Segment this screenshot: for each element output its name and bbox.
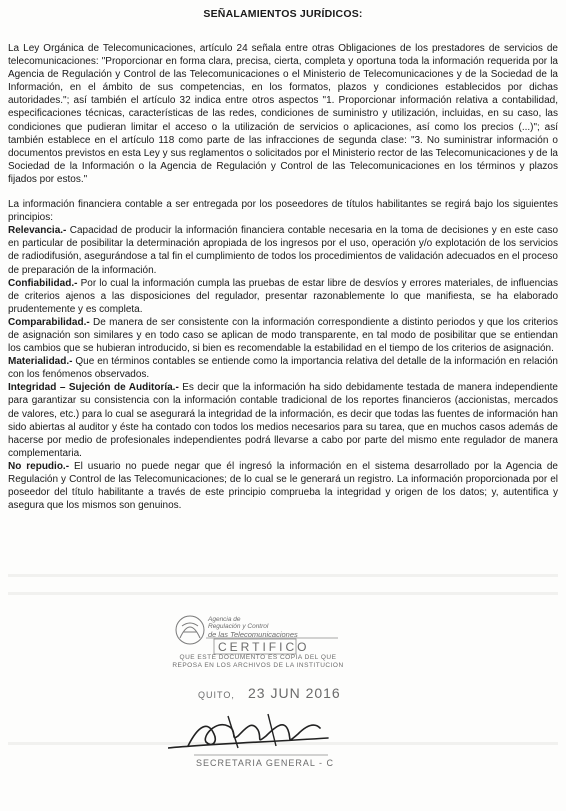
stamp-text-line: de las Telecomunicaciones: [208, 630, 298, 639]
principle-text: Capacidad de producir la información financiera contable necesaria en la toma de decisiones y en este caso en particular de posibilitar la determinación apropiada de los ingresos por el uso, operación y/o explotación de los servicios de radiodifusión, asegurándose a tal fin el cumplimiento de todos los procedimientos de validación adecuados en el proceso de preparación de la información.: [8, 225, 558, 276]
document-body: [8, 42, 558, 512]
principle-text: Por lo cual la información cumpla las pruebas de estar libre de desvíos y errores materiales, de influencias de criterios ajenos a las disposiciones del regulador, presentar razonablemente lo que manifiesta, se ha elaborado prudentemente y es completa.: [8, 277, 558, 315]
principle-term: Relevancia.-: [8, 225, 67, 237]
certification-stamp: [168, 608, 348, 783]
principle-term: No repudio.-: [8, 460, 70, 472]
principle-term: Integridad – Sujeción de Auditoría.-: [8, 382, 179, 394]
principle-term: Comparabilidad.-: [8, 316, 90, 328]
signature-mark: [168, 725, 328, 748]
bleed-through-line: [8, 574, 558, 577]
document-title: SEÑALAMIENTOS JURÍDICOS:: [203, 8, 363, 20]
principle-confiabilidad: [8, 277, 558, 316]
principle-text: Es decir que la información ha sido debidamente testada de manera independiente para garantizar su consistencia con la información contable tradicional de los reportes financieros (accionistas, mercados de valores, etc.) para lo cual se asegurará la integridad de la información, es decir que todas las fuentes de información han sido abiertas al auditor y éste ha contado con todos los medios necesarios para su tarea, que en muchos casos además de hacerse por medio de profesionales independientes podrá llevarse a cabo por parte del mismo ente regulador de manera complementaria.: [8, 382, 558, 459]
principle-term: Materialidad.-: [8, 356, 73, 368]
principle-text: De manera de ser consistente con la información correspondiente a distinto periodos y que los criterios de asignación son similares y en todo caso se aplican de modo transparente, en tal modo de posibilitar que se entiendan los cambios que se hubieran introducido, si bien es recomendable la estabilidad en el tiempo de los criterios de asignación.: [8, 316, 558, 355]
stamp-text-line: Regulación y Control: [208, 623, 269, 630]
principles-intro: La información financiera contable a ser entregada por los poseedores de títulos habilitantes se regirá bajo los siguientes principios:: [8, 199, 558, 224]
stamp-text-line: Agencia de: [208, 616, 241, 623]
principle-materialidad: [8, 355, 558, 381]
principle-term: Confiabilidad.-: [8, 277, 78, 289]
principle-text: El usuario no puede negar que él ingresó la información en el sistema desarrollado por la Agencia de Regulación y Control de las Telecomunicaciones; de lo cual se le generará un registro. La información proporcionada por el poseedor del título habilitante a través de este principio comprueba la integridad y origen de los datos; y, autentifica y asegura que los mismos son genuinos.: [8, 460, 558, 512]
principle-text: Que en términos contables se entiende como la importancia relativa del detalle de la información en relación con los fenómenos observados.: [8, 356, 558, 381]
stamp-text-line: REPOSA EN LOS ARCHIVOS DE LA INSTITUCION: [172, 662, 344, 669]
stamp-city: QUITO,: [198, 690, 235, 700]
stamp-text-line: QUE ESTE DOCUMENTO ES COPIA DEL QUE: [179, 654, 337, 661]
intro-paragraph: La Ley Orgánica de Telecomunicaciones, artículo 24 señala entre otras Obligaciones de los prestadores de servicios de telecomunicaciones: "Proporcionar en forma clara, precisa, cierta, completa y oportuna toda la información requerida por la Agencia de Regulación y Control de las Telecomunicaciones o el Ministerio de Telecomunicaciones y de la Sociedad de la Información, en el ámbito de sus competencias, en los formatos, plazos y condiciones establecidos por dichas autoridades."; así también el artículo 32 indica entre otros aspectos "1. Proporcionar información relativa a contabilidad, especificaciones técnicas, características de las redes, condiciones de suministro y utilización, incluidas, en su caso, las condiciones que pudieran limitar el acceso o la utilización de servicios o aplicaciones, así como los precios (...)"; así también establece en el artículo 118 como parte de las infracciones de segunda clase: "3. No suministrar información o documentos previstos en esta Ley y sus reglamentos o solicitados por el Ministerio rector de las Telecomunicaciones y de la Sociedad de la Información o la Agencia de Regulación y Control de las Telecomunicaciones en los términos y plazos fijados por estos.": [8, 43, 558, 185]
principle-relevancia: [8, 224, 558, 276]
principle-integridad: [8, 381, 558, 460]
stamp-secretaria: SECRETARIA GENERAL - C: [196, 758, 335, 768]
principle-comparabilidad: [8, 316, 558, 355]
bleed-through-line: [8, 592, 558, 595]
principle-no-repudio: [8, 460, 558, 512]
agency-seal-icon: [176, 616, 204, 644]
stamp-date: 23 JUN 2016: [248, 685, 341, 701]
stamp-certifico: CERTIFICO: [218, 640, 310, 654]
